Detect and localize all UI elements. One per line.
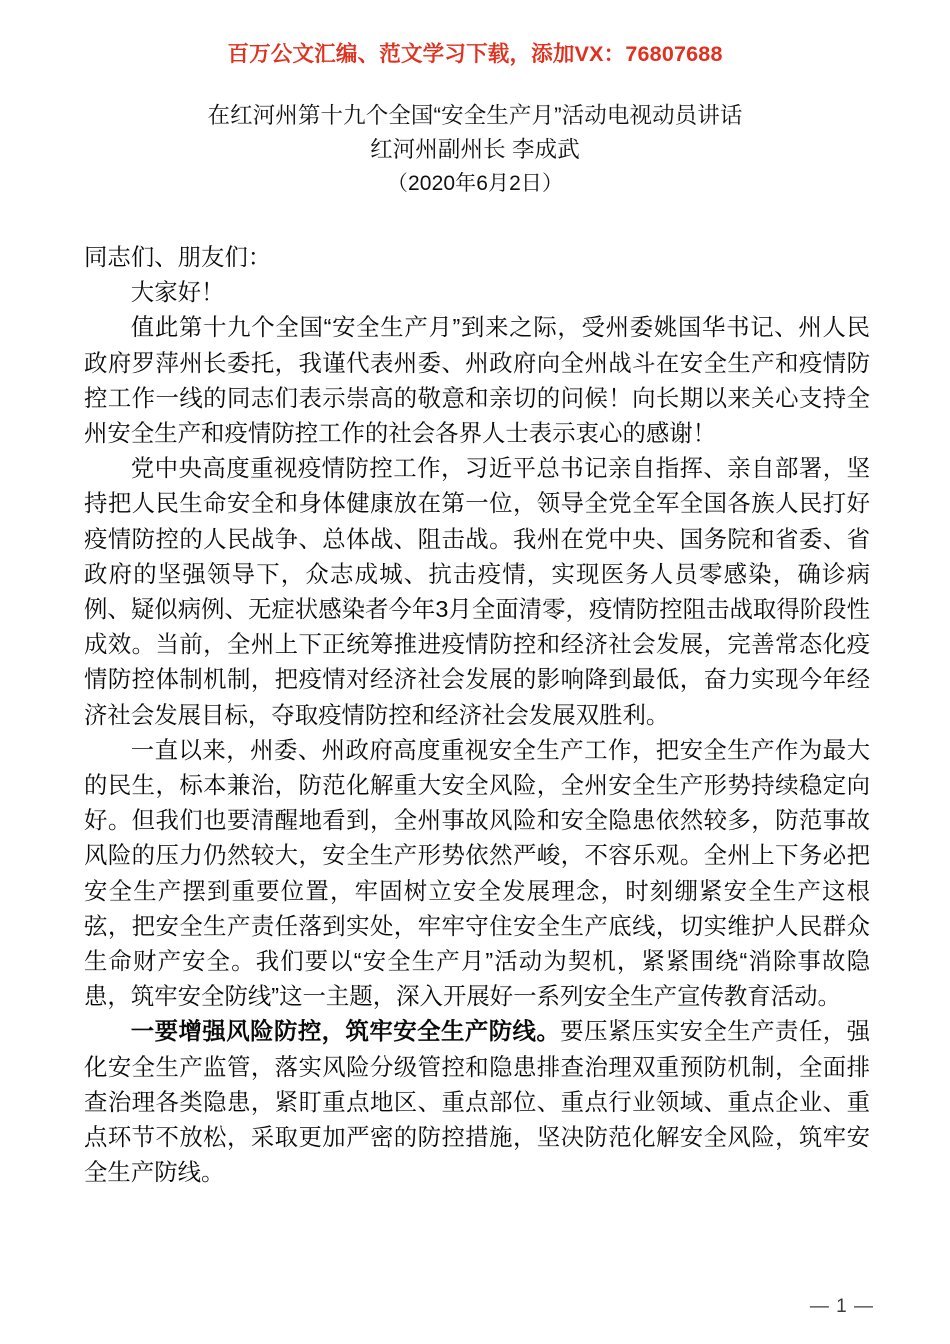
page-number-footer: — 1 — (809, 1296, 874, 1317)
paragraph-4-bold-lead: 一要增强风险防控，筑牢安全生产防线。 (130, 1018, 561, 1045)
promo-banner-text: 百万公文汇编、范文学习下载，添加VX：76807688 (227, 42, 723, 66)
paragraph-2: 党中央高度重视疫情防控工作，习近平总书记亲自指挥、亲自部署，坚持把人民生命安全和身体健康放在第一位，领导全党全军全国各族人民打好疫情防控的人民战争、总体战、阻击战。我州在党中央、国务院和省委、省政府的坚强领导下，众志成城、抗击疫情，实现医务人员零感染，确诊病例、疑似病例、无症状感染者今年3月全面清零，疫情防控阻击战取得阶段性成效。当前，全州上下正统筹推进疫情防控和经济社会发展，完善常态化疫情防控体制机制，把疫情对经济社会发展的影响降到最低，奋力实现今年经济社会发展目标，夺取疫情防控和经济社会发展双胜利。 (84, 455, 870, 728)
paragraph-1: 值此第十九个全国“安全生产月”到来之际，受州委姚国华书记、州人民政府罗萍州长委托，我谨代表州委、州政府向全州战斗在安全生产和疫情防控工作一线的同志们表示崇高的敬意和亲切的问候！向长期以来关心支持全州安全生产和疫情防控工作的社会各界人士表示衷心的感谢！ (84, 314, 870, 447)
document-title-block (0, 99, 950, 201)
salutation-line: 同志们、朋友们： (84, 244, 272, 270)
paragraph-3: 一直以来，州委、州政府高度重视安全生产工作，把安全生产作为最大的民生，标本兼治，防范化解重大安全风险，全州安全生产形势持续稳定向好。但我们也要清醒地看到，全州事故风险和安全隐患依然较多，防范事故风险的压力仍然较大，安全生产形势依然严峻，不容乐观。全州上下务必把安全生产摆到重要位置，牢固树立安全发展理念，时刻绷紧安全生产这根弦，把安全生产责任落到实处，牢牢守住安全生产底线，切实维护人民群众生命财产安全。我们要以“安全生产月”活动为契机，紧紧围绕“消除事故隐患，筑牢安全防线”这一主题，深入开展好一系列安全生产宣传教育活动。 (84, 736, 870, 1010)
paragraph-4 (84, 1014, 870, 1190)
greeting-line: 大家好！ (130, 279, 225, 306)
paragraph-4-body: 要压紧压实安全生产责任，强化安全生产监管，落实风险分级管控和隐患排查治理双重预防机制，全面排查治理各类隐患，紧盯重点地区、重点部位、重点行业领域、重点企业、重点环节不放松，采取更加严密的防控措施，坚决防范化解安全风险，筑牢安全生产防线。 (84, 1018, 871, 1186)
document-title-line-1: 在红河州第十九个全国“安全生产月”活动电视动员讲话 (207, 103, 743, 128)
document-title-date: （2020年6月2日） (386, 172, 564, 195)
document-title-line-2: 红河州副州长 李成武 (370, 137, 580, 162)
document-body (84, 240, 870, 1190)
